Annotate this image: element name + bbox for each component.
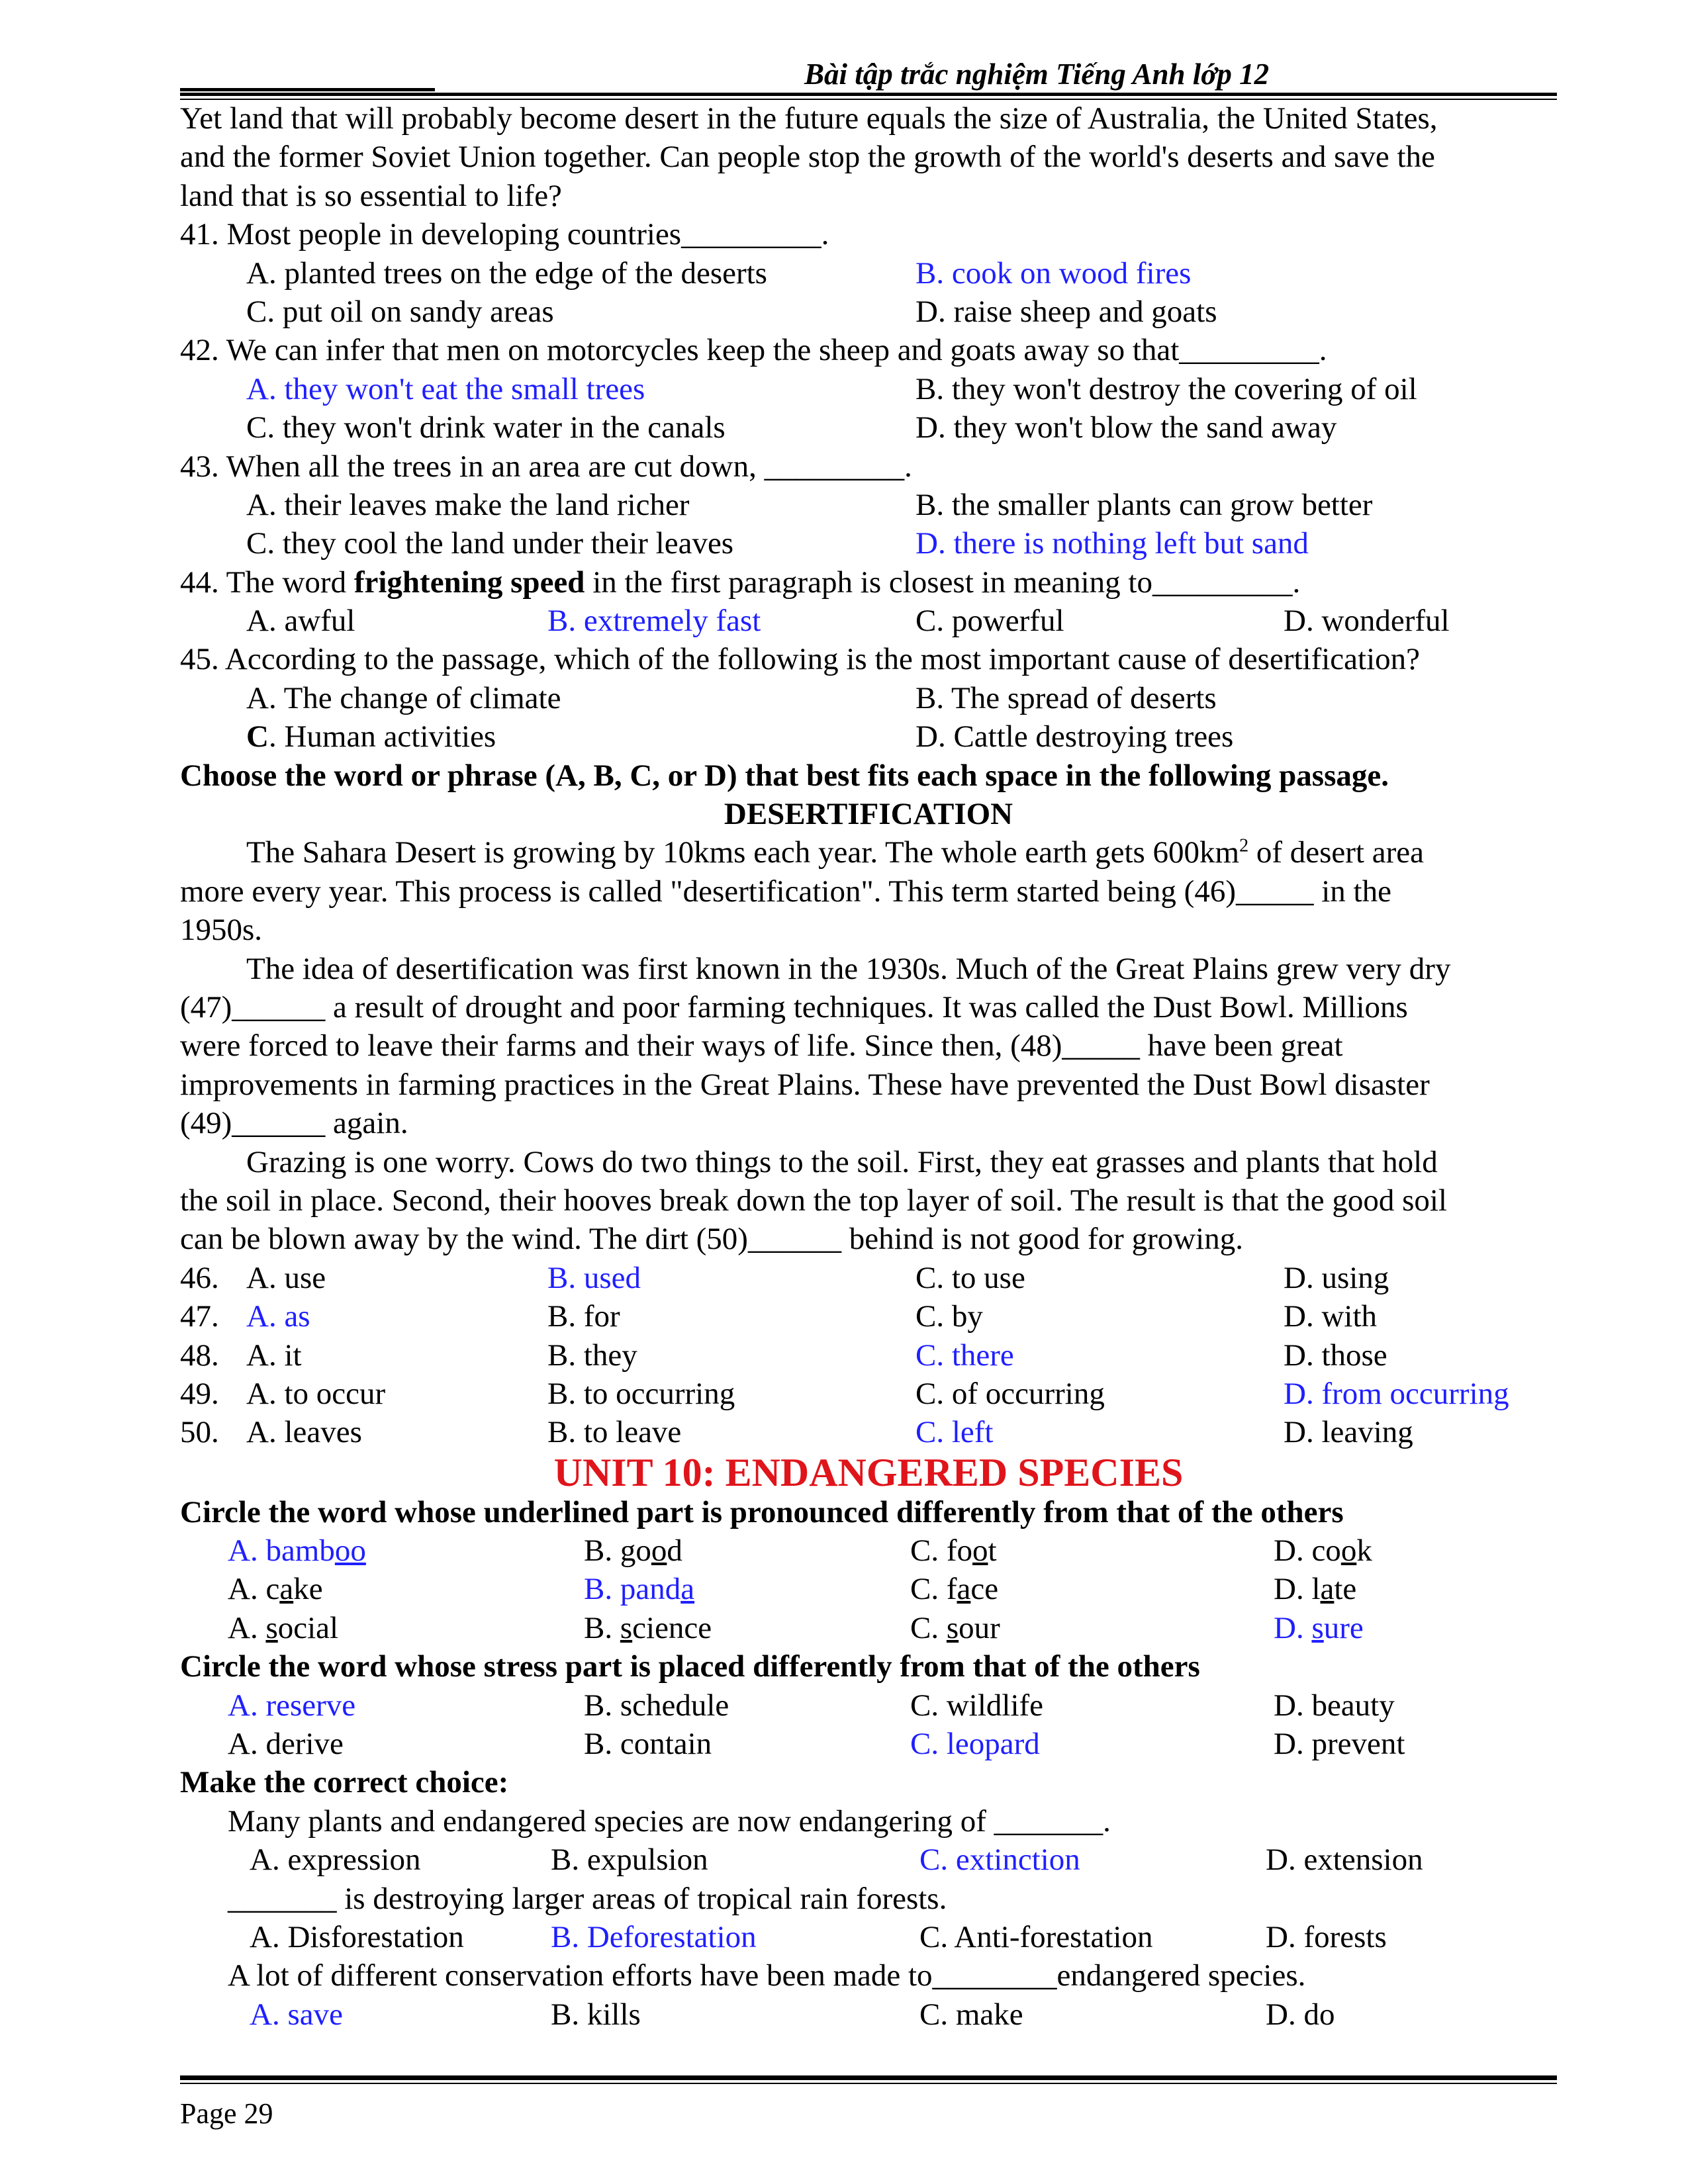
option-text: k [1356, 1533, 1372, 1569]
option-b: B. the smaller plants can grow better [915, 487, 1373, 522]
option-d: D. prevent [1274, 1727, 1405, 1762]
cloze-title: DESERTIFICATION [724, 797, 1013, 832]
option-a [228, 1531, 366, 1570]
mc-2-stem: _______ is destroying larger areas of tropical rain forests. [228, 1881, 947, 1916]
option-c [910, 1570, 998, 1608]
question-45-stem: 45. According to the passage, which of the following is the most important cause of desertification? [180, 642, 1421, 677]
option-a: A. use [246, 1260, 326, 1295]
option-a: A. they won't eat the small trees [246, 371, 645, 406]
option-c: C. by [915, 1299, 983, 1334]
question-43-options-1 [180, 486, 1557, 524]
option-c: C. extinction [919, 1843, 1080, 1878]
option-a [228, 1609, 338, 1647]
question-41-options-1 [180, 254, 1557, 293]
option-b: B. to occurring [547, 1376, 735, 1411]
option-c: C. wildlife [910, 1688, 1044, 1723]
underlined-part: s [265, 1610, 278, 1645]
option-a: A. it [246, 1338, 302, 1373]
option-b [584, 1609, 712, 1647]
header-rule [180, 93, 1557, 96]
option-d: D. leaving [1284, 1415, 1413, 1450]
stress-instruction: Circle the word whose stress part is placed differently from that of the others [180, 1649, 1200, 1684]
mc-1-options [180, 1841, 1557, 1879]
passage-line: 1950s. [180, 913, 263, 948]
option-text: B. go [584, 1533, 651, 1569]
underlined-part: a [680, 1572, 695, 1607]
header-title: Bài tập trắc nghiệm Tiếng Anh lớp 12 [804, 58, 1270, 91]
option-d [1274, 1570, 1356, 1608]
passage-text: The Sahara Desert is growing by 10kms each year. The whole earth gets 600km [246, 835, 1240, 870]
option-c [910, 1609, 1000, 1647]
option-d: D. extension [1266, 1843, 1423, 1878]
option-a: A. Disforestation [250, 1919, 464, 1954]
option-d: D. Cattle destroying trees [915, 719, 1234, 754]
question-43-options-2 [180, 524, 1557, 563]
passage-line: land that is so essential to life? [180, 178, 562, 213]
option-d: D. forests [1266, 1919, 1387, 1954]
question-45-options-2 [180, 717, 1557, 756]
option-b: B. cook on wood fires [915, 255, 1192, 291]
underlined-part: s [1311, 1610, 1324, 1645]
answer-number: 49. [180, 1376, 219, 1411]
option-a: A. derive [228, 1727, 344, 1762]
underlined-part: o [1340, 1533, 1357, 1569]
option-text: ure [1323, 1610, 1364, 1645]
option-c: C. left [915, 1415, 994, 1450]
option-d: D. do [1266, 1997, 1335, 2032]
option-text: d [667, 1533, 682, 1569]
passage-line [180, 833, 1557, 872]
question-44-stem [180, 563, 1557, 602]
stem-text: in the first paragraph is closest in meaning to_________. [585, 565, 1301, 600]
cloze-answer-row-49 [180, 1375, 1557, 1413]
mc-3-stem: A lot of different conservation efforts have been made to________endangered species. [228, 1958, 1306, 1993]
option-c: C. there [915, 1338, 1014, 1373]
option-text: ocial [277, 1610, 339, 1645]
stem-text: 44. The word [180, 565, 354, 600]
option-text: D. [1274, 1610, 1312, 1645]
option-b: B. contain [584, 1727, 712, 1762]
answer-number: 46. [180, 1260, 219, 1295]
option-b: B. they [547, 1338, 637, 1373]
option-a [228, 1570, 323, 1608]
option-text: t [988, 1533, 997, 1569]
underlined-part: s [946, 1610, 959, 1645]
option-a: A. to occur [246, 1376, 386, 1411]
option-c: C. of occurring [915, 1376, 1105, 1411]
pronunciation-row-3 [180, 1609, 1557, 1647]
option-a: A. as [246, 1299, 310, 1334]
question-42-options-1 [180, 370, 1557, 408]
option-text: A. bamb [228, 1533, 335, 1569]
option-text: A. c [228, 1572, 280, 1607]
answer-number: 50. [180, 1415, 219, 1450]
cloze-answer-row-47 [180, 1297, 1557, 1336]
answer-number: 48. [180, 1338, 219, 1373]
option-d: D. they won't blow the sand away [915, 410, 1337, 445]
question-42-stem: 42. We can infer that men on motorcycles keep the sheep and goats away so that_________. [180, 333, 1327, 368]
option-b: B. to leave [547, 1415, 682, 1450]
option-d: D. from occurring [1284, 1376, 1509, 1411]
mc-3-options [180, 1995, 1557, 2034]
passage-line: the soil in place. Second, their hooves break down the top layer of soil. The result is that the good soil [180, 1183, 1447, 1218]
passage-line: Grazing is one worry. Cows do two things to the soil. First, they eat grasses and plants that hold [246, 1144, 1438, 1179]
passage-line: (47)______ a result of drought and poor farming techniques. It was called the Dust Bowl. Millions [180, 989, 1408, 1024]
underlined-part: a [279, 1572, 294, 1607]
option-a: A. save [250, 1997, 343, 2032]
option-text: cience [632, 1610, 712, 1645]
option-b: B. extremely fast [547, 604, 761, 639]
option-a: A. The change of climate [246, 680, 561, 715]
option-d: D. beauty [1274, 1688, 1395, 1723]
option-a: A. planted trees on the edge of the deserts [246, 255, 767, 291]
passage-text: of desert area [1248, 835, 1424, 870]
option-b [584, 1531, 682, 1570]
stress-row-1 [180, 1686, 1557, 1725]
passage-line: more every year. This process is called "desertification". This term started being (46)_____ in the [180, 874, 1391, 909]
option-b: B. The spread of deserts [915, 680, 1217, 715]
cloze-answer-row-48 [180, 1336, 1557, 1375]
pronunciation-instruction: Circle the word whose underlined part is pronounced differently from that of the others [180, 1494, 1344, 1529]
option-d [1274, 1609, 1364, 1647]
mc-1-stem: Many plants and endangered species are now endangering of _______. [228, 1803, 1111, 1839]
choice-instruction: Make the correct choice: [180, 1765, 509, 1800]
option-c: C. powerful [915, 604, 1064, 639]
passage-line: and the former Soviet Union together. Can people stop the growth of the world's deserts and save the [180, 140, 1435, 175]
superscript: 2 [1239, 835, 1249, 856]
answer-number: 47. [180, 1299, 219, 1334]
option-text: D. co [1274, 1533, 1341, 1569]
option-a: A. awful [246, 604, 355, 639]
underlined-part: oo [334, 1533, 366, 1569]
passage-line: Yet land that will probably become desert in the future equals the size of Australia, the United States, [180, 101, 1438, 136]
page-content [180, 99, 1557, 2034]
option-b: B. for [547, 1299, 620, 1334]
stress-row-2 [180, 1725, 1557, 1763]
passage-line: The idea of desertification was first known in the 1930s. Much of the Great Plains grew very dry [246, 951, 1451, 986]
option-a: A. leaves [246, 1415, 362, 1450]
option-d: D. with [1284, 1299, 1377, 1334]
option-d: D. raise sheep and goats [915, 294, 1217, 329]
option-b: B. they won't destroy the covering of oil [915, 371, 1417, 406]
passage-line: were forced to leave their farms and their ways of life. Since then, (48)_____ have been great [180, 1028, 1343, 1064]
option-text: B. [584, 1610, 620, 1645]
option-d: D. wonderful [1284, 604, 1450, 639]
question-41-options-2 [180, 293, 1557, 331]
option-letter: C [246, 719, 269, 754]
underlined-part: o [651, 1533, 667, 1569]
footer-rule-thin [180, 2083, 1557, 2084]
underlined-part: s [620, 1610, 633, 1645]
option-d: D. using [1284, 1260, 1389, 1295]
option-a: A. expression [250, 1843, 421, 1878]
option-c: C. make [919, 1997, 1023, 2032]
footer-rule [180, 2075, 1557, 2080]
stem-keyword: frightening speed [353, 565, 585, 600]
option-b: B. schedule [584, 1688, 729, 1723]
option-text: B. pand [584, 1572, 681, 1607]
option-a: A. reserve [228, 1688, 356, 1723]
pronunciation-row-2 [180, 1570, 1557, 1608]
option-c: C. to use [915, 1260, 1025, 1295]
option-text: D. l [1274, 1572, 1321, 1607]
cloze-answer-row-50 [180, 1413, 1557, 1451]
question-42-options-2 [180, 408, 1557, 447]
option-text: ce [970, 1572, 999, 1607]
mc-2-options [180, 1918, 1557, 1956]
option-c: C. they cool the land under their leaves [246, 526, 734, 561]
unit-title: UNIT 10: ENDANGERED SPECIES [553, 1450, 1184, 1494]
option-c: C. they won't drink water in the canals [246, 410, 726, 445]
option-c: C. Anti-forestation [919, 1919, 1153, 1954]
option-d: D. those [1284, 1338, 1387, 1373]
passage-line: (49)______ again. [180, 1106, 408, 1141]
option-c [910, 1531, 997, 1570]
option-text: . Human activities [268, 719, 496, 754]
pronunciation-row-1 [180, 1531, 1557, 1570]
passage-line: can be blown away by the wind. The dirt (50)______ behind is not good for growing. [180, 1222, 1243, 1257]
option-d [1274, 1531, 1372, 1570]
option-text: ke [293, 1572, 323, 1607]
option-c: C. leopard [910, 1727, 1040, 1762]
option-b: B. Deforestation [551, 1919, 757, 1954]
cloze-answer-row-46 [180, 1259, 1557, 1297]
option-text: C. [910, 1610, 947, 1645]
question-43-stem: 43. When all the trees in an area are cut down, _________. [180, 449, 912, 484]
question-45-options-1 [180, 679, 1557, 717]
option-text: te [1334, 1572, 1357, 1607]
option-b [584, 1570, 694, 1608]
page-number: Page 29 [180, 2097, 273, 2130]
option-b: B. kills [551, 1997, 641, 2032]
underlined-part: a [957, 1572, 971, 1607]
option-c [246, 717, 496, 756]
option-text: C. f [910, 1572, 957, 1607]
cloze-instruction: Choose the word or phrase (A, B, C, or D) that best fits each space in the following passage. [180, 758, 1389, 793]
option-b: B. used [547, 1260, 641, 1295]
question-44-options [180, 602, 1557, 640]
header-rule-short [180, 88, 435, 91]
underlined-part: o [972, 1533, 988, 1569]
option-text: our [959, 1610, 1000, 1645]
passage-line: improvements in farming practices in the Great Plains. These have prevented the Dust Bowl disaster [180, 1067, 1430, 1102]
option-b: B. expulsion [551, 1843, 708, 1878]
option-text: C. fo [910, 1533, 972, 1569]
underlined-part: a [1320, 1572, 1335, 1607]
option-d: D. there is nothing left but sand [915, 526, 1309, 561]
option-a: A. their leaves make the land richer [246, 487, 690, 522]
question-41-stem: 41. Most people in developing countries_________. [180, 217, 829, 252]
option-text: A. [228, 1610, 266, 1645]
option-c: C. put oil on sandy areas [246, 294, 554, 329]
